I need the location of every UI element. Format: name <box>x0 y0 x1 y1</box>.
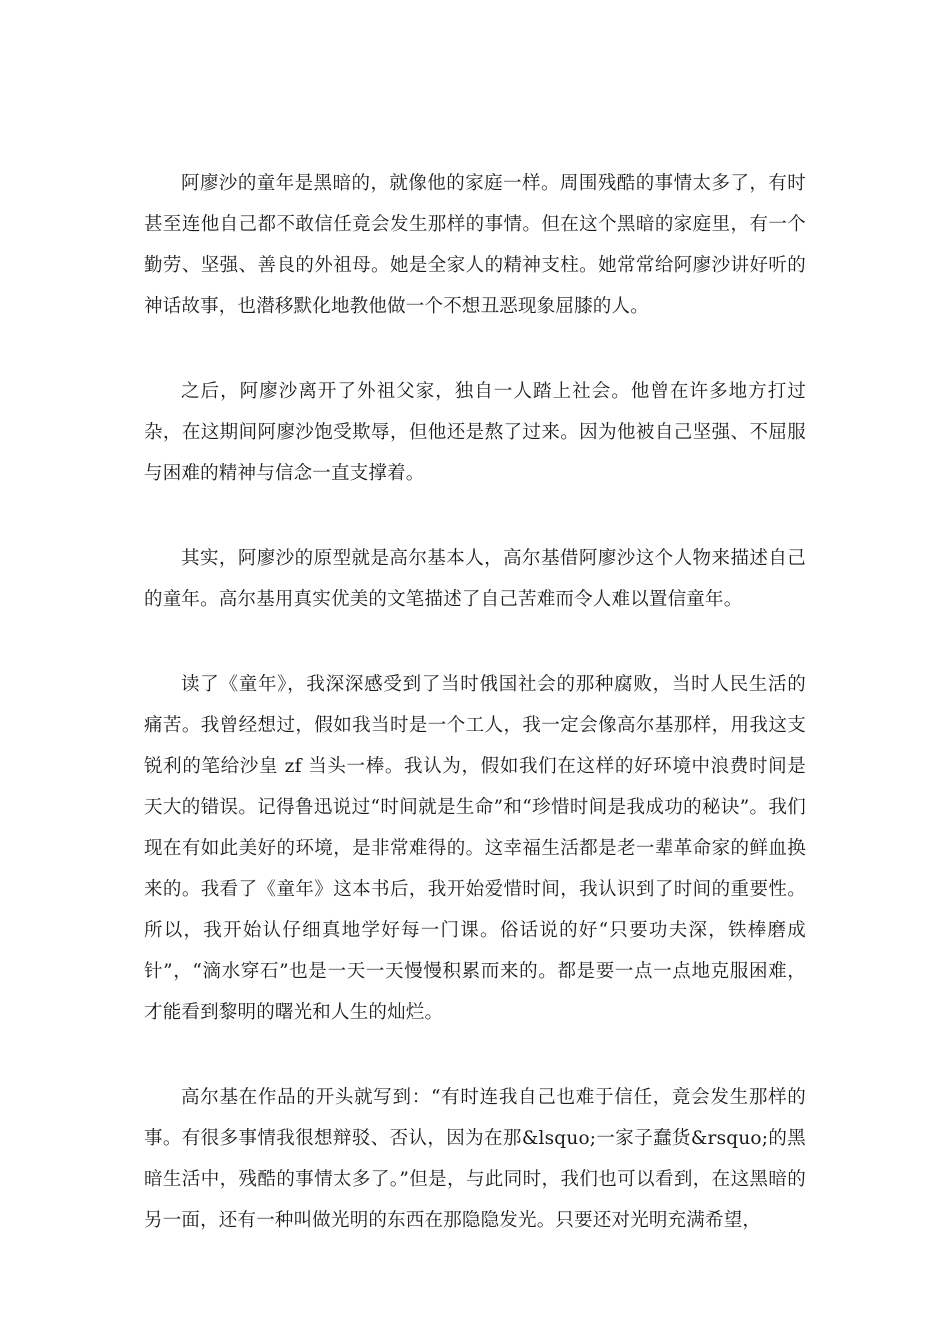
document-body <box>144 163 806 1241</box>
paragraph-5: 高尔基在作品的开头就写到：“有时连我自己也难于信任，竟会发生那样的事。有很多事情我很想辩驳、否认，因为在那&lsquo;一家子蠢货&rsquo;的黑暗生活中，残酷的事情太多了。”但是，与此同时，我们也可以看到，在这黑暗的另一面，还有一种叫做光明的东西在那隐隐发光。只要还对光明充满希望， <box>144 1087 806 1231</box>
paragraph-2: 之后，阿廖沙离开了外祖父家，独自一人踏上社会。他曾在许多地方打过杂，在这期间阿廖沙饱受欺辱，但他还是熬了过来。因为他被自己坚强、不屈服与困难的精神与信念一直支撑着。 <box>144 381 806 484</box>
paragraph-3: 其实，阿廖沙的原型就是高尔基本人，高尔基借阿廖沙这个人物来描述自己的童年。高尔基用真实优美的文笔描述了自己苦难而令人难以置信童年。 <box>144 548 806 610</box>
paragraph-4: 读了《童年》，我深深感受到了当时俄国社会的那种腐败，当时人民生活的痛苦。我曾经想过，假如我当时是一个工人，我一定会像高尔基那样，用我这支锐利的笔给沙皇 zf 当头一棒。我认为，假如我们在这样的好环境中浪费时间是天大的错误。记得鲁迅说过“时间就是生命”和“珍惜时间是我成功的秘诀”。我们现在有如此美好的环境，是非常难得的。这幸福生活都是老一辈革命家的鲜血换来的。我看了《童年》这本书后，我开始爱惜时间，我认识到了时间的重要性。所以，我开始认仔细真地学好每一门课。俗话说的好“只要功夫深，铁棒磨成针”，“滴水穿石”也是一天一天慢慢积累而来的。都是要一点一点地克服困难，才能看到黎明的曙光和人生的灿烂。 <box>144 674 806 1023</box>
paragraph-1: 阿廖沙的童年是黑暗的，就像他的家庭一样。周围残酷的事情太多了，有时甚至连他自己都不敢信任竟会发生那样的事情。但在这个黑暗的家庭里，有一个勤劳、坚强、善良的外祖母。她是全家人的精神支柱。她常常给阿廖沙讲好听的神话故事，也潜移默化地教他做一个不想丑恶现象屈膝的人。 <box>144 173 806 317</box>
